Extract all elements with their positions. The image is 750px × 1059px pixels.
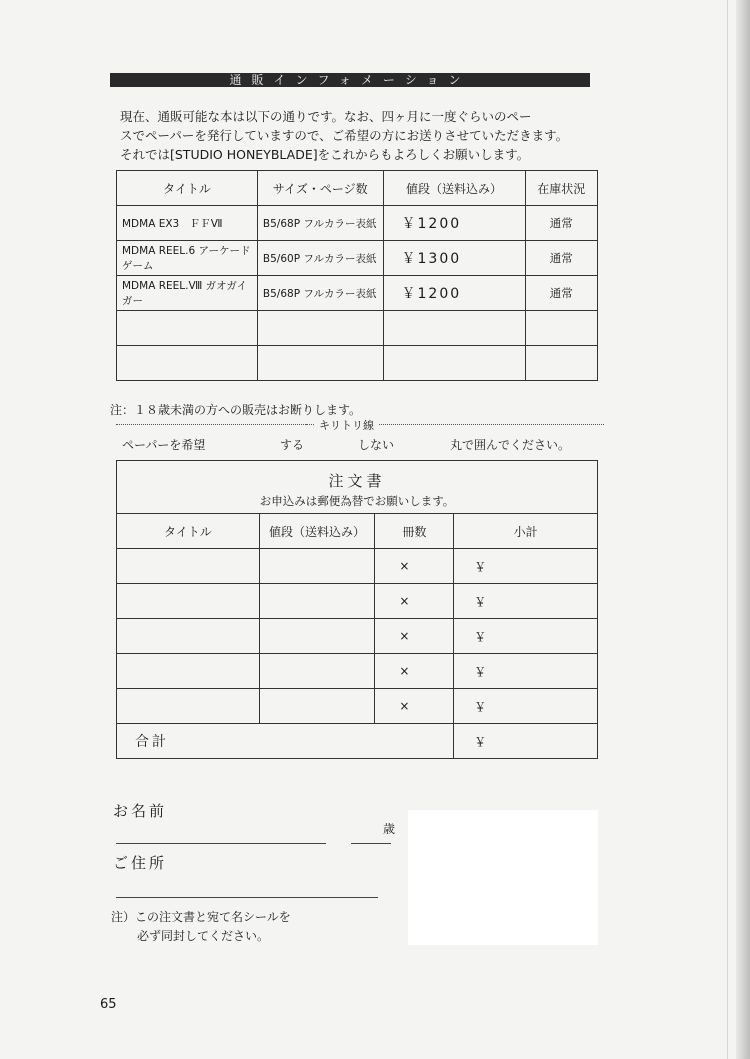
catalog-cell-price: ￥1200 bbox=[383, 276, 525, 311]
page-edge-line bbox=[727, 0, 728, 1059]
intro-line-1: 現在、通販可能な本は以下の通りです。なお、四ヶ月に一度ぐらいのペー bbox=[120, 109, 532, 124]
order-row bbox=[117, 619, 598, 654]
order-price-field[interactable] bbox=[259, 654, 375, 689]
catalog-cell-size: B5/68P フルカラー表紙 bbox=[257, 276, 383, 311]
order-total-label: 合計 bbox=[117, 724, 454, 759]
order-title-field[interactable] bbox=[117, 654, 260, 689]
paper-request-yes[interactable]: する bbox=[280, 438, 305, 452]
order-subtotal-field[interactable]: ￥ bbox=[454, 549, 598, 584]
order-quantity-field[interactable]: × bbox=[375, 654, 454, 689]
order-quantity-field[interactable]: × bbox=[375, 549, 454, 584]
age-label: 歳 bbox=[383, 822, 396, 836]
order-subtotal-field[interactable]: ￥ bbox=[454, 584, 598, 619]
intro-text bbox=[120, 107, 590, 164]
catalog-cell-price: ￥1200 bbox=[383, 206, 525, 241]
order-title-field[interactable] bbox=[117, 619, 260, 654]
order-row bbox=[117, 654, 598, 689]
enclosure-note-line-1: 注）この注文書と宛て名シールを bbox=[111, 910, 291, 924]
section-banner: 通販インフォメーション bbox=[110, 73, 590, 87]
order-form-table bbox=[116, 460, 598, 759]
order-title-row bbox=[117, 461, 598, 514]
name-input-line[interactable] bbox=[116, 843, 326, 844]
order-total-row bbox=[117, 724, 598, 759]
catalog-cell-title: MDMA EX3 ＦＦⅦ bbox=[117, 206, 258, 241]
order-quantity-field[interactable]: × bbox=[375, 689, 454, 724]
paper-request-label: ペーパーを希望 bbox=[122, 438, 206, 452]
intro-line-3: それでは[STUDIO HONEYBLADE]をこれからもよろしくお願いします。 bbox=[120, 147, 530, 162]
address-seal-box bbox=[408, 810, 598, 945]
catalog-cell-stock: 通常 bbox=[525, 276, 597, 311]
order-header-price: 値段（送料込み） bbox=[259, 514, 375, 549]
enclosure-note bbox=[111, 908, 291, 946]
age-restriction-note: 注：１８歳未満の方への販売はお断りします。 bbox=[110, 403, 362, 417]
catalog-cell-price: ￥1300 bbox=[383, 241, 525, 276]
catalog-cell-size: B5/68P フルカラー表紙 bbox=[257, 206, 383, 241]
catalog-header-size: サイズ・ページ数 bbox=[257, 171, 383, 206]
paper-request-no[interactable]: しない bbox=[358, 438, 395, 452]
catalog-cell-stock: 通常 bbox=[525, 206, 597, 241]
page-number: 65 bbox=[100, 997, 117, 1012]
order-title-field[interactable] bbox=[117, 584, 260, 619]
order-price-field[interactable] bbox=[259, 584, 375, 619]
order-title-field[interactable] bbox=[117, 689, 260, 724]
catalog-cell-title: MDMA REEL.6 アーケードゲーム bbox=[117, 241, 258, 276]
order-total-field[interactable]: ￥ bbox=[454, 724, 598, 759]
order-row bbox=[117, 549, 598, 584]
address-input-line[interactable] bbox=[116, 897, 378, 898]
order-quantity-field[interactable]: × bbox=[375, 584, 454, 619]
catalog-row bbox=[117, 206, 598, 241]
order-form-title: 注文書 bbox=[328, 471, 386, 490]
enclosure-note-line-2: 必ず同封してください。 bbox=[137, 929, 270, 943]
address-label: ご住所 bbox=[113, 854, 168, 872]
name-label: お名前 bbox=[113, 802, 168, 820]
catalog-header-stock: 在庫状況 bbox=[525, 171, 597, 206]
catalog-header-price: 値段（送料込み） bbox=[383, 171, 525, 206]
catalog-header-row bbox=[117, 171, 598, 206]
order-row bbox=[117, 584, 598, 619]
catalog-row bbox=[117, 241, 598, 276]
cut-line-label: キリトリ線 bbox=[315, 417, 378, 433]
intro-line-2: スでペーパーを発行していますので、ご希望の方にお送りさせていただきます。 bbox=[120, 128, 569, 143]
order-row bbox=[117, 689, 598, 724]
order-subtotal-field[interactable]: ￥ bbox=[454, 619, 598, 654]
order-header-quantity: 冊数 bbox=[375, 514, 454, 549]
order-header-row bbox=[117, 514, 598, 549]
order-subtotal-field[interactable]: ￥ bbox=[454, 689, 598, 724]
order-form-subtitle: お申込みは郵便為替でお願いします。 bbox=[259, 493, 455, 508]
catalog-row bbox=[117, 276, 598, 311]
order-quantity-field[interactable]: × bbox=[375, 619, 454, 654]
catalog-row-empty bbox=[117, 346, 598, 381]
order-header-title: タイトル bbox=[117, 514, 260, 549]
order-price-field[interactable] bbox=[259, 619, 375, 654]
catalog-cell-size: B5/60P フルカラー表紙 bbox=[257, 241, 383, 276]
order-price-field[interactable] bbox=[259, 689, 375, 724]
catalog-header-title: タイトル bbox=[117, 171, 258, 206]
cut-line-left bbox=[116, 424, 312, 425]
order-subtotal-field[interactable]: ￥ bbox=[454, 654, 598, 689]
order-header-subtotal: 小計 bbox=[454, 514, 598, 549]
age-input-line[interactable] bbox=[351, 843, 391, 844]
paper-request-instruction: 丸で囲んでください。 bbox=[450, 438, 571, 452]
book-spine-shadow bbox=[736, 0, 750, 1059]
catalog-cell-stock: 通常 bbox=[525, 241, 597, 276]
catalog-table bbox=[116, 170, 598, 381]
catalog-cell-title: MDMA REEL.Ⅷ ガオガイガー bbox=[117, 276, 258, 311]
catalog-row-empty bbox=[117, 311, 598, 346]
order-price-field[interactable] bbox=[259, 549, 375, 584]
order-title-field[interactable] bbox=[117, 549, 260, 584]
order-title-cell bbox=[117, 461, 598, 514]
